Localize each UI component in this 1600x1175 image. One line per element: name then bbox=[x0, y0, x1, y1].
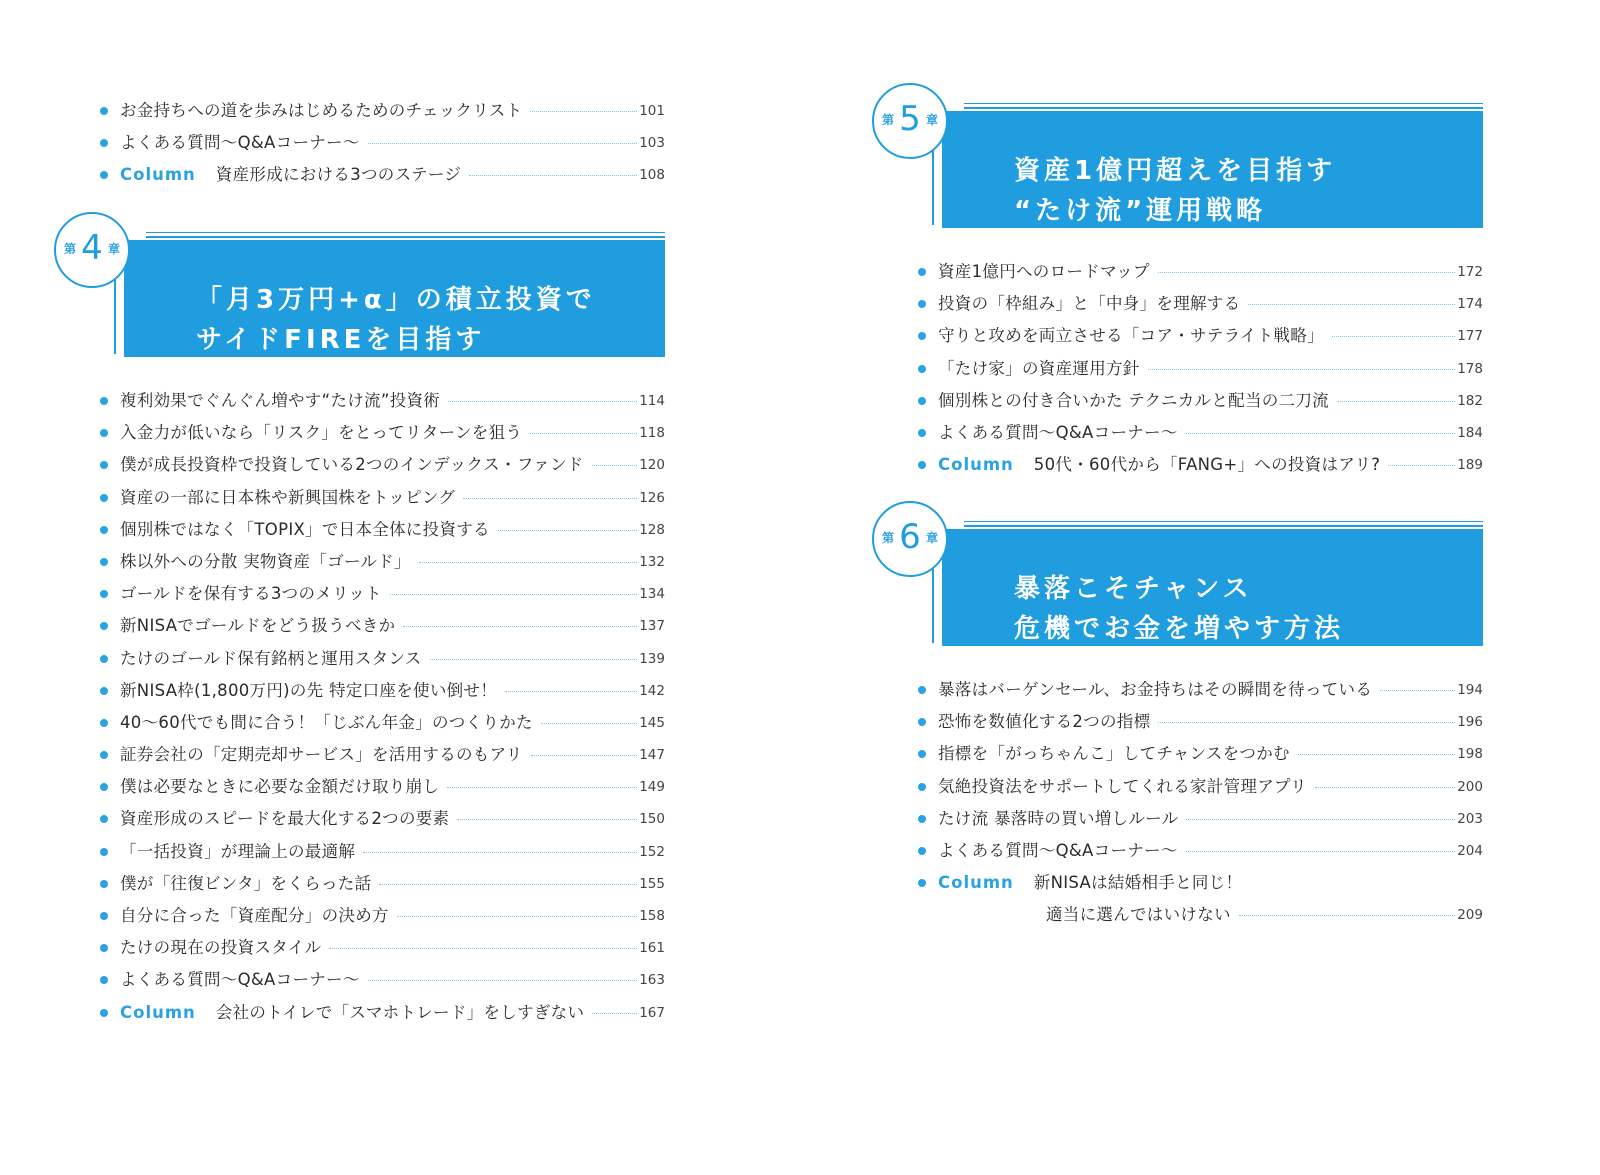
page-number: 120 bbox=[639, 457, 665, 474]
column-label: Column bbox=[120, 1002, 196, 1022]
toc-entry bbox=[100, 869, 665, 901]
toc-entry bbox=[918, 772, 1483, 804]
dot-leader bbox=[329, 948, 637, 949]
toc-entry-text: たけの現在の投資スタイル bbox=[120, 938, 322, 958]
chapter-6-heading bbox=[882, 503, 1483, 648]
toc-entry-title bbox=[120, 804, 449, 834]
dot-leader bbox=[363, 852, 637, 853]
chapter-5-title: 資産1億円超えを目指す “たけ流”運用戦略 bbox=[1014, 156, 1337, 226]
toc-entry bbox=[100, 418, 665, 450]
chapter-5-banner bbox=[942, 111, 1483, 228]
toc-entry bbox=[100, 772, 665, 804]
toc-entry-text: 入金力が低いなら「リスク」をとってリターンを狙う bbox=[120, 423, 523, 443]
toc-entry-text: 個別株との付き合いかた テクニカルと配当の二刀流 bbox=[938, 390, 1329, 410]
toc-entry-text: たけ流 暴落時の買い増しルール bbox=[938, 808, 1179, 828]
dot-leader bbox=[368, 980, 637, 981]
toc-entry-title bbox=[120, 128, 360, 158]
column-label: Column bbox=[120, 165, 196, 185]
dot-leader bbox=[1315, 787, 1455, 788]
bullet-dot-icon bbox=[100, 751, 108, 759]
page-number: 172 bbox=[1457, 264, 1483, 280]
toc-entry-text: 会社のトイレで「スマホトレード」をしすぎない bbox=[215, 1002, 585, 1022]
bullet-dot-icon bbox=[918, 461, 926, 469]
toc-entry-title bbox=[120, 933, 321, 963]
toc-entry-title bbox=[938, 707, 1150, 737]
toc-entry bbox=[100, 450, 665, 482]
chapter-5-badge: 第 5 章 bbox=[872, 83, 948, 159]
page-number: 198 bbox=[1457, 746, 1483, 763]
toc-entry-title bbox=[938, 739, 1290, 769]
toc-entry-text: 複利効果でぐんぐん増やす“たけ流”投資術 bbox=[120, 391, 441, 410]
dot-leader bbox=[505, 691, 637, 692]
toc-entry bbox=[918, 739, 1483, 771]
dot-leader bbox=[469, 175, 637, 176]
page-number: 147 bbox=[639, 747, 665, 764]
bullet-dot-icon bbox=[918, 686, 926, 694]
bullet-dot-icon bbox=[100, 976, 108, 984]
toc-entry-title bbox=[120, 611, 395, 641]
toc-entry-title bbox=[120, 450, 584, 480]
bullet-dot-icon bbox=[918, 783, 926, 791]
toc-entry-text: 50代・60代から「FANG+」への投資はアリ? bbox=[1033, 455, 1381, 475]
bullet-dot-icon bbox=[100, 107, 108, 115]
toc-entry-title bbox=[120, 869, 371, 899]
bullet-dot-icon bbox=[918, 397, 926, 405]
toc-entry-title bbox=[120, 160, 461, 190]
toc-entry-title bbox=[938, 450, 1380, 480]
dot-leader bbox=[1158, 722, 1455, 723]
bullet-dot-icon bbox=[918, 750, 926, 758]
dot-leader bbox=[390, 594, 637, 595]
dot-leader bbox=[463, 498, 637, 499]
toc-entry bbox=[918, 418, 1483, 450]
toc-entry-title bbox=[938, 321, 1324, 351]
toc-entry bbox=[918, 257, 1483, 289]
page-number: 189 bbox=[1457, 457, 1483, 474]
dot-leader bbox=[1337, 401, 1455, 402]
dot-leader bbox=[1186, 851, 1455, 852]
toc-entry-title bbox=[120, 579, 382, 609]
toc-entry-text: よくある質問〜Q&Aコーナー〜 bbox=[938, 840, 1178, 860]
toc-list-pre bbox=[100, 96, 665, 193]
toc-entry-text: 僕が成長投資枠で投資している2つのインデックス・ファンド bbox=[120, 455, 584, 475]
chapter-5-heading bbox=[882, 85, 1483, 230]
toc-entry-text: 40〜60代でも間に合う！「じぶん年金」のつくりかた bbox=[120, 712, 533, 732]
dot-leader bbox=[1158, 272, 1455, 273]
toc-entry bbox=[918, 354, 1483, 386]
toc-entry-title bbox=[120, 644, 422, 674]
dot-leader bbox=[498, 530, 637, 531]
toc-entry-title bbox=[120, 965, 360, 995]
dot-leader bbox=[448, 401, 637, 402]
dot-leader bbox=[530, 111, 637, 112]
toc-entry-text: 暴落はバーゲンセール、お金持ちはその瞬間を待っている bbox=[938, 680, 1373, 699]
toc-entry-text: よくある質問〜Q&Aコーナー〜 bbox=[120, 133, 360, 153]
dot-leader bbox=[1388, 465, 1455, 466]
toc-entry-text: 資産形成のスピードを最大化する2つの要素 bbox=[120, 809, 450, 829]
bullet-dot-icon bbox=[918, 365, 926, 373]
toc-entry bbox=[100, 644, 665, 676]
page-number: 142 bbox=[639, 682, 665, 699]
toc-entry-text: 資産形成における3つのステージ bbox=[215, 165, 462, 185]
toc-entry bbox=[100, 933, 665, 965]
dot-leader bbox=[368, 143, 637, 144]
bullet-dot-icon bbox=[100, 397, 108, 405]
toc-entry-title bbox=[938, 836, 1178, 866]
toc-entry-title bbox=[120, 547, 411, 577]
toc-entry bbox=[100, 804, 665, 836]
toc-entry-title bbox=[120, 418, 522, 448]
chapter-4-heading bbox=[64, 214, 665, 359]
page-number: 101 bbox=[639, 103, 665, 119]
toc-list-chapter-6 bbox=[918, 675, 1483, 933]
bullet-dot-icon bbox=[918, 268, 926, 276]
toc-entry-title bbox=[938, 868, 1242, 898]
toc-entry bbox=[100, 515, 665, 547]
toc-entry-title bbox=[120, 676, 497, 706]
dot-leader bbox=[430, 659, 637, 660]
dot-leader bbox=[1332, 336, 1455, 337]
toc-column-entry bbox=[918, 868, 1483, 900]
bullet-dot-icon bbox=[100, 171, 108, 179]
toc-entry-title bbox=[938, 418, 1178, 448]
toc-entry bbox=[100, 837, 665, 869]
page-number: 126 bbox=[639, 489, 665, 506]
bullet-dot-icon bbox=[100, 494, 108, 502]
toc-column-entry bbox=[918, 450, 1483, 482]
toc-entry-title bbox=[938, 354, 1140, 384]
toc-entry bbox=[918, 836, 1483, 868]
toc-entry-title bbox=[120, 483, 455, 513]
toc-entry-title bbox=[938, 675, 1372, 705]
bullet-dot-icon bbox=[100, 783, 108, 791]
toc-entry-text: 資産1億円へのロードマップ bbox=[938, 262, 1150, 281]
toc-entry bbox=[100, 611, 665, 643]
dot-leader bbox=[531, 755, 637, 756]
toc-entry bbox=[918, 707, 1483, 739]
page-number: 184 bbox=[1457, 424, 1483, 441]
column-label: Column bbox=[938, 455, 1014, 475]
chapter-6-title: 暴落こそチャンス 危機でお金を増やす方法 bbox=[1014, 574, 1345, 644]
bullet-dot-icon bbox=[100, 590, 108, 598]
toc-list-chapter-4 bbox=[100, 386, 665, 1030]
toc-entry bbox=[100, 547, 665, 579]
toc-entry bbox=[918, 321, 1483, 353]
page-number: 209 bbox=[1457, 907, 1483, 924]
bullet-dot-icon bbox=[100, 622, 108, 630]
page-number: 200 bbox=[1457, 778, 1483, 795]
page-number: 158 bbox=[639, 908, 665, 924]
chapter-4-badge: 第 4 章 bbox=[54, 212, 130, 288]
toc-entry-text: 適当に選んではいけない bbox=[1046, 905, 1231, 925]
toc-entry bbox=[100, 483, 665, 515]
toc-entry bbox=[918, 900, 1483, 932]
toc-entry bbox=[100, 128, 665, 160]
dot-leader bbox=[447, 787, 637, 788]
dot-leader bbox=[1186, 433, 1455, 434]
bullet-dot-icon bbox=[100, 687, 108, 695]
toc-entry-title bbox=[938, 804, 1178, 834]
dot-leader bbox=[1239, 915, 1455, 916]
toc-entry bbox=[100, 96, 665, 128]
page-number: 203 bbox=[1457, 810, 1483, 827]
chapter-6-badge: 第 6 章 bbox=[872, 501, 948, 577]
toc-entry-title bbox=[120, 740, 523, 770]
dot-leader bbox=[397, 916, 637, 917]
toc-entry bbox=[918, 804, 1483, 836]
page-number: 204 bbox=[1457, 842, 1483, 859]
toc-entry-title bbox=[120, 998, 584, 1028]
toc-entry-text: 投資の「枠組み」と「中身」を理解する bbox=[938, 294, 1241, 314]
toc-entry-text: お金持ちへの道を歩みはじめるためのチェックリスト bbox=[120, 101, 523, 120]
dot-leader bbox=[1148, 369, 1455, 370]
toc-entry-title bbox=[120, 708, 533, 738]
bullet-dot-icon bbox=[918, 815, 926, 823]
bullet-dot-icon bbox=[918, 429, 926, 437]
bullet-dot-icon bbox=[100, 655, 108, 663]
bullet-dot-icon bbox=[918, 300, 926, 308]
dot-leader bbox=[1380, 690, 1455, 691]
toc-entry bbox=[918, 386, 1483, 418]
toc-entry-title bbox=[120, 837, 355, 867]
page-number: 103 bbox=[639, 135, 665, 152]
page-number: 174 bbox=[1457, 296, 1483, 313]
toc-entry-text: 指標を「がっちゃんこ」してチャンスをつかむ bbox=[938, 744, 1290, 764]
bullet-dot-icon bbox=[100, 461, 108, 469]
toc-entry-text: 証券会社の「定期売却サービス」を活用するのもアリ bbox=[120, 745, 523, 765]
page-number: 161 bbox=[639, 940, 665, 957]
toc-entry-text: 新NISA枠(1,800万円)の先 特定口座を使い倒せ！ bbox=[120, 680, 498, 700]
bullet-dot-icon bbox=[918, 847, 926, 855]
dot-leader bbox=[1186, 819, 1455, 820]
bullet-dot-icon bbox=[100, 848, 108, 856]
toc-entry-text: よくある質問〜Q&Aコーナー〜 bbox=[938, 422, 1178, 442]
bullet-dot-icon bbox=[100, 719, 108, 727]
dot-leader bbox=[1248, 304, 1455, 305]
page-number: 134 bbox=[639, 586, 665, 603]
toc-entry-title bbox=[938, 289, 1240, 319]
page-number: 139 bbox=[639, 650, 665, 667]
bullet-dot-icon bbox=[100, 912, 108, 920]
page-number: 128 bbox=[639, 521, 665, 538]
toc-entry-text: 新NISAでゴールドをどう扱うべきか bbox=[120, 616, 396, 636]
dot-leader bbox=[379, 884, 637, 885]
dot-leader bbox=[530, 433, 637, 434]
bullet-dot-icon bbox=[918, 879, 926, 887]
page-number: 196 bbox=[1457, 714, 1483, 731]
toc-entry-title bbox=[120, 901, 389, 931]
bullet-dot-icon bbox=[100, 944, 108, 952]
toc-entry bbox=[100, 740, 665, 772]
toc-entry bbox=[100, 901, 665, 933]
chapter-4-title: 「月3万円+α」の積立投資で サイドFIREを目指す bbox=[196, 285, 596, 355]
bullet-dot-icon bbox=[100, 1009, 108, 1017]
bullet-dot-icon bbox=[918, 332, 926, 340]
page-number: 145 bbox=[639, 714, 665, 731]
toc-entry bbox=[918, 289, 1483, 321]
toc-entry-text: 僕が「往復ビンタ」をくらった話 bbox=[120, 873, 372, 893]
dot-leader bbox=[592, 465, 637, 466]
dot-leader bbox=[592, 1013, 637, 1014]
toc-entry-text: ゴールドを保有する3つのメリット bbox=[120, 584, 382, 604]
page-number: 132 bbox=[639, 553, 665, 570]
bullet-dot-icon bbox=[918, 718, 926, 726]
toc-entry-text: 「一括投資」が理論上の最適解 bbox=[120, 841, 356, 861]
toc-list-chapter-5 bbox=[918, 257, 1483, 482]
dot-leader bbox=[457, 819, 637, 820]
toc-entry-title bbox=[120, 772, 439, 802]
toc-entry-text: たけのゴールド保有銘柄と運用スタンス bbox=[120, 648, 422, 668]
bullet-dot-icon bbox=[100, 526, 108, 534]
toc-entry-text: 新NISAは結婚相手と同じ！ bbox=[1033, 873, 1243, 893]
toc-entry-text: よくある質問〜Q&Aコーナー〜 bbox=[120, 970, 360, 990]
page-number: 137 bbox=[639, 618, 665, 635]
page-number: 149 bbox=[639, 779, 665, 796]
toc-column-entry bbox=[100, 160, 665, 192]
toc-entry bbox=[918, 675, 1483, 707]
bullet-dot-icon bbox=[100, 558, 108, 566]
toc-entry-text: 資産の一部に日本株や新興国株をトッピング bbox=[120, 487, 456, 507]
page-number: 114 bbox=[639, 393, 665, 409]
chapter-4-banner bbox=[124, 240, 665, 357]
bullet-dot-icon bbox=[100, 429, 108, 437]
toc-entry-title bbox=[120, 515, 490, 545]
toc-entry-text: 僕は必要なときに必要な金額だけ取り崩し bbox=[120, 777, 440, 797]
toc-entry-text: 恐怖を数値化する2つの指標 bbox=[938, 712, 1151, 732]
toc-entry-title bbox=[938, 386, 1329, 416]
toc-entry-text: 株以外への分散 実物資産「ゴールド」 bbox=[120, 551, 411, 571]
toc-entry bbox=[100, 676, 665, 708]
toc-entry-text: 「たけ家」の資産運用方針 bbox=[938, 358, 1140, 378]
toc-entry-text: 守りと攻めを両立させる「コア・サテライト戦略」 bbox=[938, 326, 1324, 346]
page-number: 108 bbox=[639, 167, 665, 184]
toc-entry-title bbox=[938, 772, 1307, 802]
toc-entry bbox=[100, 386, 665, 418]
toc-entry-title bbox=[938, 257, 1150, 287]
toc-entry bbox=[100, 708, 665, 740]
page-number: 155 bbox=[639, 875, 665, 892]
toc-entry-title bbox=[120, 386, 440, 416]
toc-entry-title bbox=[938, 900, 1231, 930]
page-number: 150 bbox=[639, 811, 665, 828]
bullet-dot-icon bbox=[100, 139, 108, 147]
column-label: Column bbox=[938, 873, 1014, 893]
dot-leader bbox=[419, 562, 637, 563]
toc-entry-text: 個別株ではなく「TOPIX」で日本全体に投資する bbox=[120, 519, 490, 539]
page-number: 178 bbox=[1457, 360, 1483, 377]
page-number: 167 bbox=[639, 1004, 665, 1021]
chapter-6-banner bbox=[942, 529, 1483, 646]
page-number: 182 bbox=[1457, 392, 1483, 409]
page-number: 177 bbox=[1457, 328, 1483, 345]
dot-leader bbox=[403, 626, 637, 627]
page-number: 163 bbox=[639, 972, 665, 989]
toc-entry bbox=[100, 579, 665, 611]
toc-entry-text: 気絶投資法をサポートしてくれる家計管理アプリ bbox=[938, 776, 1307, 796]
dot-leader bbox=[541, 723, 637, 724]
page-number: 118 bbox=[639, 425, 665, 442]
toc-column-entry bbox=[100, 998, 665, 1030]
bullet-dot-icon bbox=[100, 880, 108, 888]
toc-entry-title bbox=[120, 96, 522, 126]
bullet-dot-icon bbox=[100, 815, 108, 823]
toc-entry-text: 自分に合った「資産配分」の決め方 bbox=[120, 906, 389, 925]
page-number: 194 bbox=[1457, 682, 1483, 698]
page-number: 152 bbox=[639, 843, 665, 860]
dot-leader bbox=[1298, 754, 1455, 755]
toc-entry bbox=[100, 965, 665, 997]
